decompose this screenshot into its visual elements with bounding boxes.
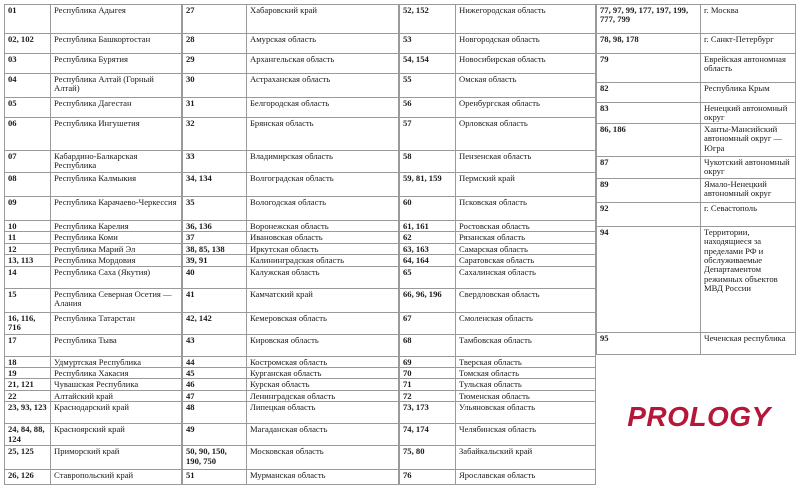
region-code: 94 (597, 226, 701, 332)
region-column-2 (182, 4, 399, 485)
region-row (400, 390, 596, 401)
region-table-2 (182, 4, 399, 485)
region-name: Орловская область (456, 118, 596, 151)
region-code: 13, 113 (5, 255, 51, 266)
region-name: Смоленская область (456, 312, 596, 334)
prology-logo (613, 397, 785, 433)
region-name: Республика Алтай (Горный Алтай) (51, 74, 182, 98)
region-row (400, 312, 596, 334)
region-row (400, 402, 596, 424)
region-row (400, 424, 596, 446)
region-name: г. Санкт-Петербург (701, 34, 796, 54)
region-code: 65 (400, 266, 456, 288)
region-row (183, 173, 399, 197)
region-name: Камчатский край (247, 288, 399, 312)
region-row (5, 173, 182, 197)
region-name: Ростовская область (456, 221, 596, 232)
region-code: 44 (183, 356, 247, 367)
region-row (183, 266, 399, 288)
region-row (400, 368, 596, 379)
region-code: 55 (400, 74, 456, 98)
region-row (400, 54, 596, 74)
region-row (597, 54, 796, 83)
region-row (5, 54, 182, 74)
region-code: 31 (183, 98, 247, 118)
region-table-3 (399, 4, 596, 485)
region-row (400, 356, 596, 367)
region-name: Приморский край (51, 446, 182, 470)
region-code: 16, 116, 716 (5, 312, 51, 334)
region-row (597, 178, 796, 202)
region-code: 42, 142 (183, 312, 247, 334)
region-name: Республика Тыва (51, 334, 182, 356)
region-name: Волгоградская область (247, 173, 399, 197)
region-name: Липецкая область (247, 402, 399, 424)
region-code: 25, 125 (5, 446, 51, 470)
region-name: Свердловская область (456, 288, 596, 312)
region-code: 28 (183, 34, 247, 54)
region-name: Мурманская область (247, 470, 399, 485)
region-code: 10 (5, 221, 51, 232)
region-name: Белгородская область (247, 98, 399, 118)
region-row (5, 288, 182, 312)
region-name: Московская область (247, 446, 399, 470)
region-code: 11 (5, 232, 51, 243)
region-code: 87 (597, 156, 701, 178)
region-name: Чеченская республика (701, 332, 796, 354)
region-name: Новгородская область (456, 34, 596, 54)
region-row (597, 332, 796, 354)
region-code: 22 (5, 390, 51, 401)
region-row (5, 243, 182, 254)
region-name: Костромская область (247, 356, 399, 367)
region-name: Республика Дагестан (51, 98, 182, 118)
region-name: Астраханская область (247, 74, 399, 98)
region-name: Тульская область (456, 379, 596, 390)
region-name: Ставропольский край (51, 470, 182, 485)
region-name: Забайкальский край (456, 446, 596, 470)
region-code: 45 (183, 368, 247, 379)
region-row (183, 243, 399, 254)
region-name: Курская область (247, 379, 399, 390)
region-code: 15 (5, 288, 51, 312)
region-code: 02, 102 (5, 34, 51, 54)
region-name: Челябинская область (456, 424, 596, 446)
region-code: 40 (183, 266, 247, 288)
region-code: 58 (400, 151, 456, 173)
region-row (183, 402, 399, 424)
region-code: 56 (400, 98, 456, 118)
region-code: 30 (183, 74, 247, 98)
region-name: Хабаровский край (247, 5, 399, 34)
region-code: 66, 96, 196 (400, 288, 456, 312)
region-code: 52, 152 (400, 5, 456, 34)
region-code: 89 (597, 178, 701, 202)
region-name: Калужская область (247, 266, 399, 288)
region-code: 06 (5, 118, 51, 151)
region-row (400, 221, 596, 232)
region-name: Псковская область (456, 197, 596, 221)
region-code: 69 (400, 356, 456, 367)
region-row (400, 151, 596, 173)
region-row (183, 232, 399, 243)
region-name: Республика Карелия (51, 221, 182, 232)
region-code: 37 (183, 232, 247, 243)
region-name: Республика Адыгея (51, 5, 182, 34)
region-code: 27 (183, 5, 247, 34)
region-row (400, 197, 596, 221)
region-row (183, 98, 399, 118)
region-code: 18 (5, 356, 51, 367)
region-row (400, 334, 596, 356)
region-name: Воронежская область (247, 221, 399, 232)
region-name: Территории, находящиеся за пределами РФ и обслуживаемые Департаментом режимных объектов МВД России (701, 226, 796, 332)
region-row (5, 390, 182, 401)
region-row (183, 255, 399, 266)
region-row (400, 232, 596, 243)
region-name: Республика Башкортостан (51, 34, 182, 54)
prology-logo-text: PROLOGY (627, 401, 771, 432)
region-row (400, 446, 596, 470)
region-code: 76 (400, 470, 456, 485)
region-column-1 (4, 4, 182, 485)
region-code: 26, 126 (5, 470, 51, 485)
region-name: Пензенская область (456, 151, 596, 173)
region-column-4 (596, 4, 796, 355)
region-name: Самарская область (456, 243, 596, 254)
region-name: Ивановская область (247, 232, 399, 243)
region-name: Томская область (456, 368, 596, 379)
region-row (597, 103, 796, 124)
region-name: Магаданская область (247, 424, 399, 446)
region-code: 12 (5, 243, 51, 254)
region-name: Ханты-Мансийский автономный округ — Югра (701, 123, 796, 156)
region-name: Краснодарский край (51, 402, 182, 424)
region-row (400, 243, 596, 254)
region-code: 92 (597, 202, 701, 226)
region-name: Республика Северная Осетия — Алания (51, 288, 182, 312)
region-name: Еврейская автономная область (701, 54, 796, 83)
region-row (400, 34, 596, 54)
region-row (183, 221, 399, 232)
region-code: 79 (597, 54, 701, 83)
region-row (597, 123, 796, 156)
region-name: Ярославская область (456, 470, 596, 485)
region-row (5, 334, 182, 356)
region-name: Рязанская область (456, 232, 596, 243)
region-name: Республика Карачаево-Черкессия (51, 197, 182, 221)
region-name: Новосибирская область (456, 54, 596, 74)
region-code: 59, 81, 159 (400, 173, 456, 197)
region-code: 19 (5, 368, 51, 379)
region-row (597, 202, 796, 226)
region-code: 72 (400, 390, 456, 401)
region-code: 64, 164 (400, 255, 456, 266)
region-codes-sheet (4, 4, 796, 486)
region-name: Ленинградская область (247, 390, 399, 401)
region-row (5, 98, 182, 118)
region-code: 82 (597, 83, 701, 103)
region-name: Удмуртская Республика (51, 356, 182, 367)
region-row (183, 446, 399, 470)
region-table-4 (596, 4, 796, 355)
region-code: 33 (183, 151, 247, 173)
region-code: 73, 173 (400, 402, 456, 424)
region-name: Республика Мордовия (51, 255, 182, 266)
region-code: 17 (5, 334, 51, 356)
region-code: 24, 84, 88, 124 (5, 424, 51, 446)
region-row (5, 255, 182, 266)
region-code: 83 (597, 103, 701, 124)
region-code: 71 (400, 379, 456, 390)
region-row (183, 151, 399, 173)
region-code: 49 (183, 424, 247, 446)
region-code: 21, 121 (5, 379, 51, 390)
region-row (183, 197, 399, 221)
region-code: 63, 163 (400, 243, 456, 254)
region-row (183, 470, 399, 485)
region-code: 74, 174 (400, 424, 456, 446)
region-code: 70 (400, 368, 456, 379)
region-row (5, 74, 182, 98)
region-row (183, 288, 399, 312)
region-name: Тверская область (456, 356, 596, 367)
region-row (400, 288, 596, 312)
region-code: 05 (5, 98, 51, 118)
region-code: 43 (183, 334, 247, 356)
region-row (597, 226, 796, 332)
region-row (5, 312, 182, 334)
region-row (400, 5, 596, 34)
region-row (5, 34, 182, 54)
region-row (400, 98, 596, 118)
region-code: 04 (5, 74, 51, 98)
region-name: Республика Калмыкия (51, 173, 182, 197)
region-name: Владимирская область (247, 151, 399, 173)
region-code: 46 (183, 379, 247, 390)
region-row (5, 197, 182, 221)
region-code: 38, 85, 138 (183, 243, 247, 254)
region-row (183, 34, 399, 54)
region-name: Сахалинская область (456, 266, 596, 288)
region-name: Нижегородская область (456, 5, 596, 34)
region-code: 57 (400, 118, 456, 151)
region-row (5, 356, 182, 367)
region-column-3 (399, 4, 596, 485)
region-row (5, 5, 182, 34)
region-name: Чукотский автономный округ (701, 156, 796, 178)
region-name: Ямало-Ненецкий автономный округ (701, 178, 796, 202)
region-code: 48 (183, 402, 247, 424)
region-name: Республика Хакасия (51, 368, 182, 379)
region-row (400, 74, 596, 98)
region-code: 41 (183, 288, 247, 312)
region-code: 34, 134 (183, 173, 247, 197)
region-code: 67 (400, 312, 456, 334)
region-row (183, 54, 399, 74)
region-code: 50, 90, 150, 190, 750 (183, 446, 247, 470)
region-name: Вологодская область (247, 197, 399, 221)
region-row (183, 424, 399, 446)
region-row (400, 255, 596, 266)
region-name: Республика Марий Эл (51, 243, 182, 254)
region-row (400, 379, 596, 390)
region-row (400, 118, 596, 151)
region-row (5, 368, 182, 379)
region-name: Тюменская область (456, 390, 596, 401)
region-name: Кабардино-Балкарская Республика (51, 151, 182, 173)
region-name: Калининградская область (247, 255, 399, 266)
region-name: Амурская область (247, 34, 399, 54)
region-code: 62 (400, 232, 456, 243)
region-row (183, 74, 399, 98)
region-code: 36, 136 (183, 221, 247, 232)
region-code: 29 (183, 54, 247, 74)
region-code: 32 (183, 118, 247, 151)
region-name: Республика Ингушетия (51, 118, 182, 151)
region-code: 23, 93, 123 (5, 402, 51, 424)
region-name: Республика Бурятия (51, 54, 182, 74)
region-row (5, 118, 182, 151)
region-code: 51 (183, 470, 247, 485)
region-code: 03 (5, 54, 51, 74)
region-code: 07 (5, 151, 51, 173)
region-row (400, 173, 596, 197)
region-row (597, 5, 796, 34)
region-code: 09 (5, 197, 51, 221)
region-code: 39, 91 (183, 255, 247, 266)
region-code: 14 (5, 266, 51, 288)
region-code: 61, 161 (400, 221, 456, 232)
region-row (183, 5, 399, 34)
region-code: 53 (400, 34, 456, 54)
region-row (400, 266, 596, 288)
region-code: 54, 154 (400, 54, 456, 74)
region-row (183, 118, 399, 151)
region-row (5, 379, 182, 390)
region-row (5, 232, 182, 243)
region-name: г. Москва (701, 5, 796, 34)
region-code: 86, 186 (597, 123, 701, 156)
region-row (5, 221, 182, 232)
region-code: 08 (5, 173, 51, 197)
region-row (183, 334, 399, 356)
region-name: Омская область (456, 74, 596, 98)
region-row (183, 379, 399, 390)
region-row (183, 312, 399, 334)
region-code: 68 (400, 334, 456, 356)
region-name: Ульяновская область (456, 402, 596, 424)
region-row (183, 356, 399, 367)
region-name: г. Севастополь (701, 202, 796, 226)
region-name: Саратовская область (456, 255, 596, 266)
region-code: 75, 80 (400, 446, 456, 470)
region-row (5, 446, 182, 470)
region-row (183, 368, 399, 379)
region-name: Курганская область (247, 368, 399, 379)
region-code: 95 (597, 332, 701, 354)
region-name: Архангельская область (247, 54, 399, 74)
region-row (597, 83, 796, 103)
region-code: 47 (183, 390, 247, 401)
region-name: Республика Коми (51, 232, 182, 243)
region-code: 60 (400, 197, 456, 221)
region-name: Кемеровская область (247, 312, 399, 334)
region-name: Пермский край (456, 173, 596, 197)
region-name: Иркутская область (247, 243, 399, 254)
region-row (5, 470, 182, 485)
region-name: Республика Татарстан (51, 312, 182, 334)
region-name: Алтайский край (51, 390, 182, 401)
region-row (5, 266, 182, 288)
region-row (183, 390, 399, 401)
region-code: 78, 98, 178 (597, 34, 701, 54)
region-name: Оренбургская область (456, 98, 596, 118)
region-name: Ненецкий автономный округ (701, 103, 796, 124)
region-table-1 (4, 4, 182, 485)
region-row (5, 151, 182, 173)
region-name: Кировская область (247, 334, 399, 356)
region-name: Тамбовская область (456, 334, 596, 356)
region-name: Красноярский край (51, 424, 182, 446)
region-name: Республика Саха (Якутия) (51, 266, 182, 288)
region-row (5, 424, 182, 446)
region-code: 01 (5, 5, 51, 34)
region-name: Чувашская Республика (51, 379, 182, 390)
region-row (5, 402, 182, 424)
region-row (597, 34, 796, 54)
region-code: 77, 97, 99, 177, 197, 199, 777, 799 (597, 5, 701, 34)
region-code: 35 (183, 197, 247, 221)
region-name: Республика Крым (701, 83, 796, 103)
region-name: Брянская область (247, 118, 399, 151)
region-row (597, 156, 796, 178)
region-row (400, 470, 596, 485)
